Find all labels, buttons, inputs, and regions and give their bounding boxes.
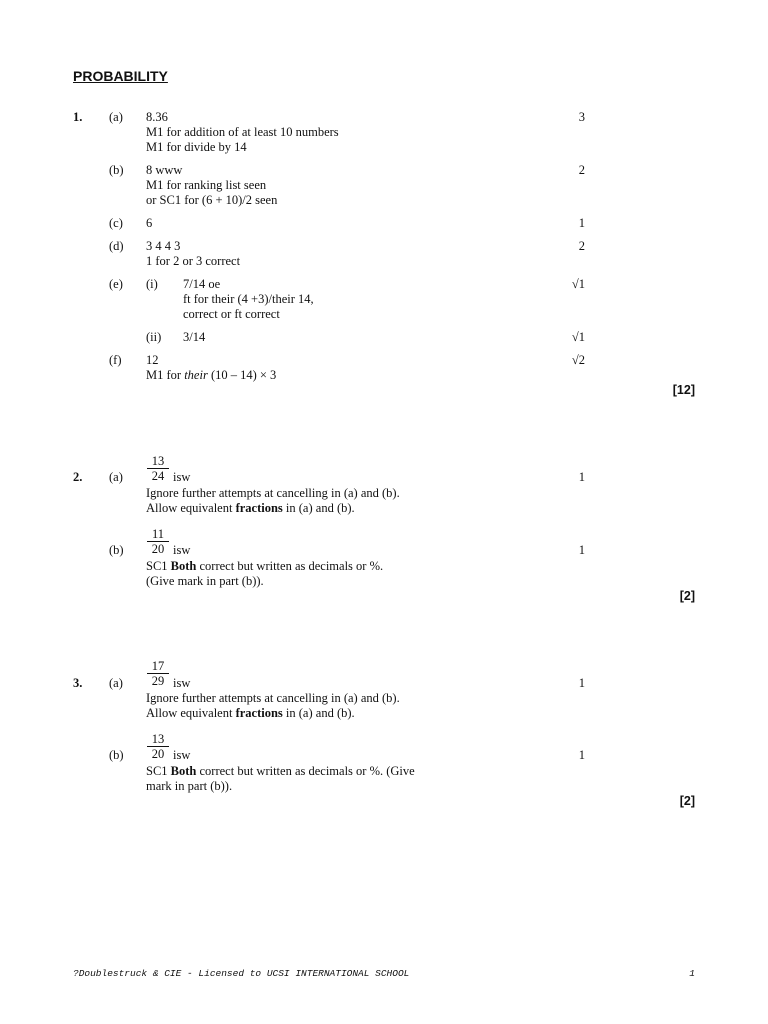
mark-value: 1 bbox=[578, 676, 585, 690]
answer-text: 6 bbox=[146, 216, 153, 230]
method-note: correct or ft correct bbox=[183, 307, 280, 321]
method-note-text: in (a) and (b). bbox=[282, 501, 355, 515]
mark-value: 3 bbox=[578, 110, 585, 124]
answer-text: 3/14 bbox=[183, 330, 206, 344]
answer-text: 7/14 oe bbox=[183, 277, 221, 291]
part-label: (a) bbox=[109, 676, 123, 690]
method-note-text: correct but written as decimals or %. (Give bbox=[196, 764, 415, 778]
method-note-bold: Both bbox=[170, 559, 197, 573]
fraction-denominator: 20 bbox=[151, 747, 165, 761]
mark-value: 1 bbox=[578, 216, 585, 230]
mark-value: 2 bbox=[578, 239, 585, 253]
fraction-numerator: 17 bbox=[147, 659, 169, 674]
question-total: [12] bbox=[672, 383, 695, 397]
subpart-label: (ii) bbox=[146, 330, 162, 344]
method-note-text: correct but written as decimals or %. bbox=[196, 559, 384, 573]
method-note: M1 for addition of at least 10 numbers bbox=[146, 125, 339, 139]
question-number: 2. bbox=[73, 470, 83, 484]
mark-value: 1 bbox=[578, 543, 585, 557]
fraction-denominator: 29 bbox=[151, 674, 165, 688]
method-note: M1 for divide by 14 bbox=[146, 140, 247, 154]
answer-text: 12 bbox=[146, 353, 159, 367]
fraction-denominator: 24 bbox=[151, 469, 165, 483]
method-note-text: in (a) and (b). bbox=[282, 706, 355, 720]
method-note-text: SC1 bbox=[146, 559, 171, 573]
part-label: (f) bbox=[109, 353, 122, 367]
method-note-text: M1 for bbox=[146, 368, 185, 382]
question-total: [2] bbox=[679, 589, 695, 603]
part-label: (d) bbox=[109, 239, 124, 253]
page-title: PROBABILITY bbox=[73, 68, 168, 84]
fraction bbox=[147, 527, 169, 556]
mark-value: 2 bbox=[578, 163, 585, 177]
part-label: (a) bbox=[109, 470, 123, 484]
part-label: (c) bbox=[109, 216, 123, 230]
fraction-numerator: 13 bbox=[147, 732, 169, 747]
part-label: (b) bbox=[109, 543, 124, 557]
mark-value: 1 bbox=[578, 470, 585, 484]
mark-value: 1 bbox=[578, 748, 585, 762]
method-note-text: SC1 bbox=[146, 764, 171, 778]
method-note-text: Allow equivalent bbox=[146, 501, 236, 515]
method-note-bold: fractions bbox=[235, 706, 283, 720]
mark-value: √1 bbox=[571, 330, 585, 344]
method-note: (Give mark in part (b)). bbox=[146, 574, 264, 588]
method-note: Ignore further attempts at cancelling in (a) and (b). bbox=[146, 691, 400, 705]
method-note bbox=[146, 501, 355, 516]
question-number: 1. bbox=[73, 110, 83, 124]
part-label: (a) bbox=[109, 110, 123, 124]
part-label: (b) bbox=[109, 748, 124, 762]
method-note bbox=[146, 368, 276, 383]
fraction-numerator: 13 bbox=[147, 454, 169, 469]
fraction bbox=[147, 732, 169, 761]
method-note: Ignore further attempts at cancelling in (a) and (b). bbox=[146, 486, 400, 500]
page-number: 1 bbox=[689, 968, 695, 979]
method-note: 1 for 2 or 3 correct bbox=[146, 254, 241, 268]
method-note-emphasis: their bbox=[184, 368, 208, 382]
part-label: (b) bbox=[109, 163, 124, 177]
method-note: M1 for ranking list seen bbox=[146, 178, 267, 192]
method-note bbox=[146, 764, 415, 779]
method-note: ft for their (4 +3)/their 14, bbox=[183, 292, 314, 306]
footer-license-text: ?Doublestruck & CIE - Licensed to UCSI INTERNATIONAL SCHOOL bbox=[73, 968, 410, 979]
question-total: [2] bbox=[679, 794, 695, 808]
fraction bbox=[147, 454, 169, 483]
page-footer bbox=[73, 968, 695, 979]
answer-text: 8 www bbox=[146, 163, 183, 177]
part-label: (e) bbox=[109, 277, 123, 291]
answer-suffix: isw bbox=[173, 748, 191, 762]
method-note: mark in part (b)). bbox=[146, 779, 233, 793]
method-note-text: (10 – 14) × 3 bbox=[207, 368, 277, 382]
method-note-bold: Both bbox=[170, 764, 197, 778]
method-note bbox=[146, 706, 355, 721]
answer-suffix: isw bbox=[173, 543, 191, 557]
fraction bbox=[147, 659, 169, 688]
question-number: 3. bbox=[73, 676, 83, 690]
method-note bbox=[146, 559, 383, 574]
fraction-numerator: 11 bbox=[147, 527, 169, 542]
method-note: or SC1 for (6 + 10)/2 seen bbox=[146, 193, 278, 207]
answer-suffix: isw bbox=[173, 676, 191, 690]
subpart-label: (i) bbox=[146, 277, 158, 291]
mark-value: √1 bbox=[571, 277, 585, 291]
answer-text: 8.36 bbox=[146, 110, 168, 124]
answer-text: 3 4 4 3 bbox=[146, 239, 181, 253]
method-note-bold: fractions bbox=[235, 501, 283, 515]
mark-value: √2 bbox=[571, 353, 585, 367]
answer-suffix: isw bbox=[173, 470, 191, 484]
fraction-denominator: 20 bbox=[151, 542, 165, 556]
method-note-text: Allow equivalent bbox=[146, 706, 236, 720]
